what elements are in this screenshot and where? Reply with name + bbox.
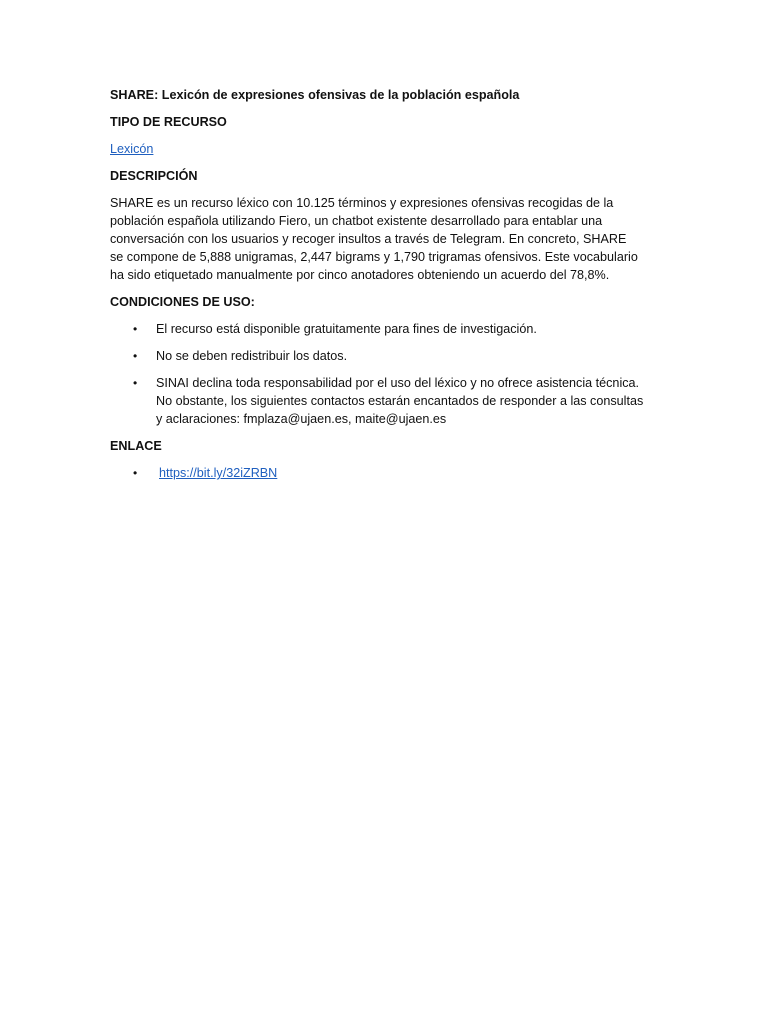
- list-item: [110, 347, 656, 365]
- list-item: [110, 374, 656, 428]
- description-line: SHARE es un recurso léxico con 10.125 términos y expresiones ofensivas recogidas de la: [110, 196, 614, 210]
- bullet-icon: •: [133, 322, 138, 336]
- description-paragraph: [110, 194, 658, 284]
- section-heading-enlace: ENLACE: [110, 439, 162, 453]
- section-heading-tipo: TIPO DE RECURSO: [110, 115, 227, 129]
- bullet-icon: •: [133, 466, 138, 480]
- description-line: ha sido etiquetado manualmente por cinco anotadores obteniendo un acuerdo del 78,8%.: [110, 268, 610, 282]
- link-list: [110, 464, 658, 491]
- resource-type-link[interactable]: Lexicón: [110, 142, 154, 156]
- list-item-line: SINAI declina toda responsabilidad por el uso del léxico y no ofrece asistencia técnica.: [156, 376, 640, 390]
- document-title: SHARE: Lexicón de expresiones ofensivas de la población española: [110, 88, 520, 102]
- resource-url-link[interactable]: https://bit.ly/32iZRBN: [159, 466, 278, 480]
- section-heading-descripcion: DESCRIPCIÓN: [110, 169, 198, 183]
- description-line: conversación con los usuarios y recoger insultos a través de Telegram. En concreto, SHARE: [110, 232, 627, 246]
- bullet-icon: •: [133, 376, 138, 390]
- list-item: [110, 464, 659, 491]
- bullet-icon: •: [133, 349, 138, 363]
- description-line: población española utilizando Fiero, un chatbot existente desarrollado para entablar una: [110, 214, 603, 228]
- list-item-line: No obstante, los siguientes contactos estarán encantados de responder a las consultas: [156, 394, 644, 408]
- list-item-line: El recurso está disponible gratuitamente para fines de investigación.: [156, 322, 537, 336]
- description-line: se compone de 5,888 unigramas, 2,447 bigrams y 1,790 trigramas ofensivos. Este vocabulario: [110, 250, 638, 264]
- conditions-list: [110, 320, 658, 428]
- list-item-line: y aclaraciones: fmplaza@ujaen.es, maite@ujaen.es: [156, 412, 447, 426]
- section-heading-condiciones: CONDICIONES DE USO:: [110, 295, 255, 309]
- list-item: [110, 320, 656, 338]
- list-item-line: No se deben redistribuir los datos.: [156, 349, 348, 363]
